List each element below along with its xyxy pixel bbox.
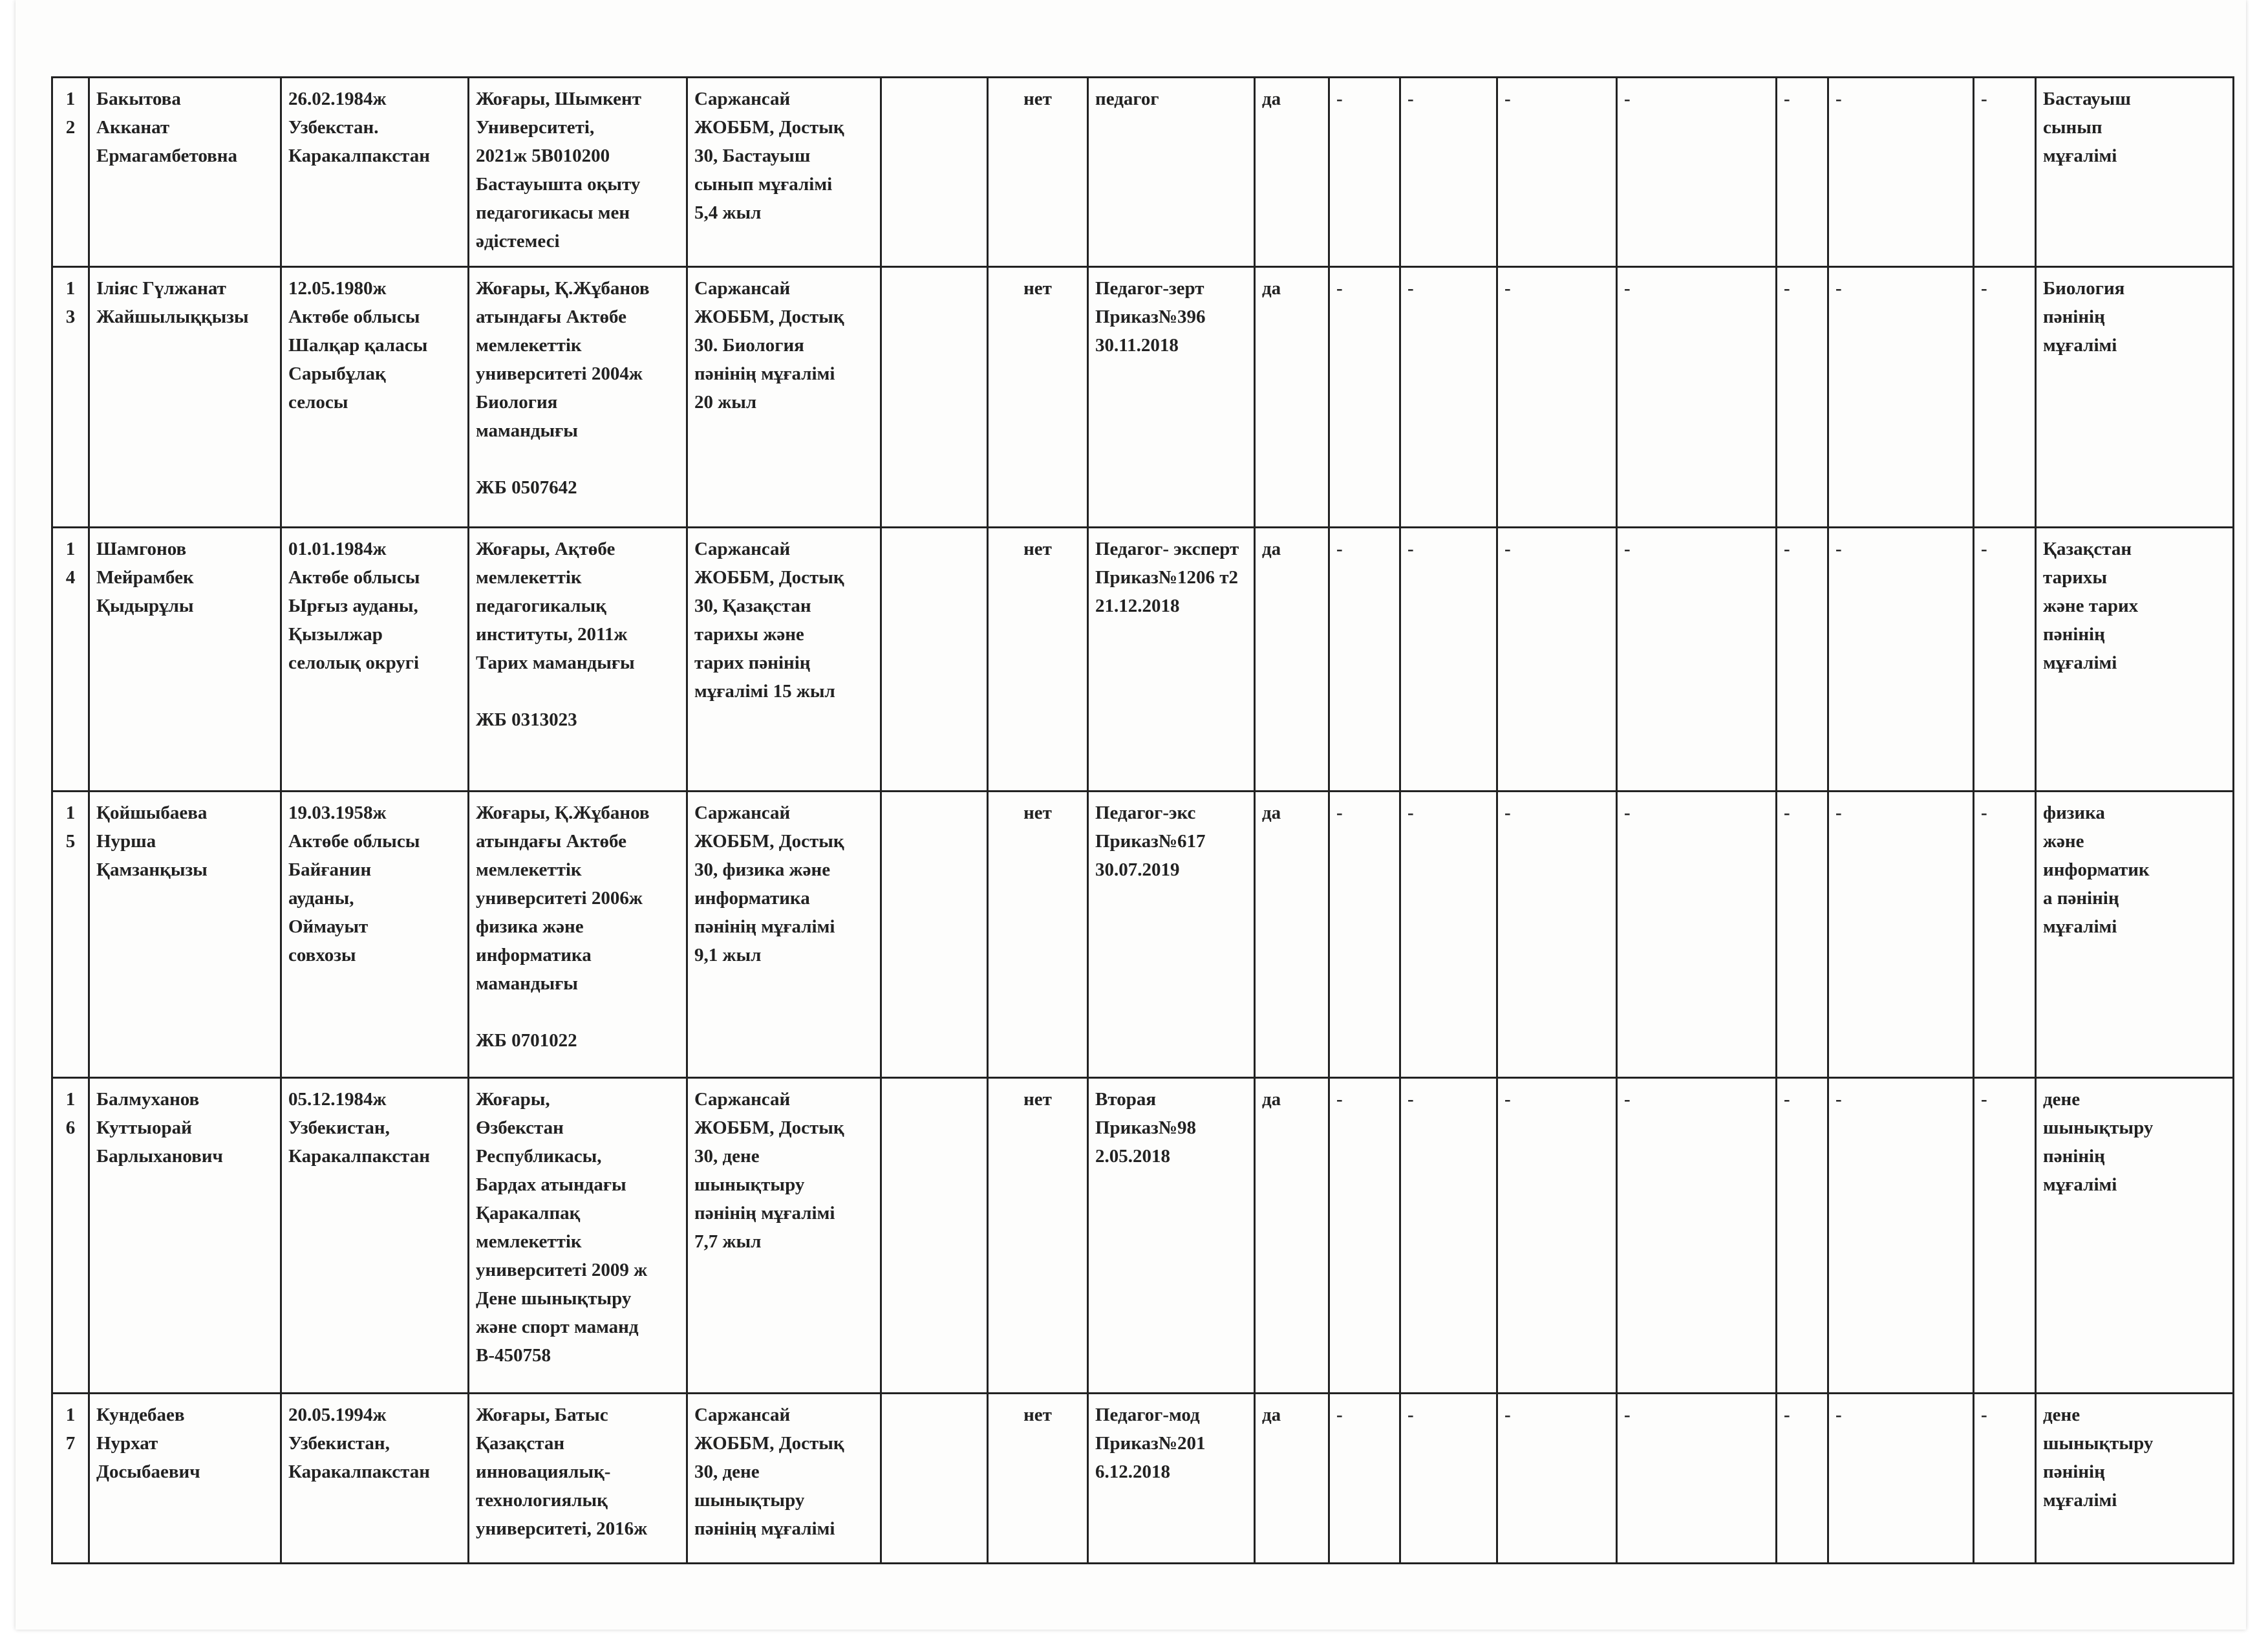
dash-mark: - [1407, 1089, 1414, 1110]
dash-cell [1777, 1394, 1828, 1564]
table-row [52, 1394, 2234, 1564]
table-row [52, 1078, 2234, 1394]
dash-cell [1617, 528, 1777, 792]
dash-mark: - [1784, 278, 1790, 299]
military-status-cell: нет [988, 528, 1088, 792]
row-number-digit: 1 [65, 1405, 76, 1425]
dash-cell [1828, 792, 1974, 1078]
dash-cell [1777, 78, 1828, 267]
dash-cell [1828, 528, 1974, 792]
birth-info-cell: 26.02.1984ж Узбекстан. Каракалпакстан [281, 78, 469, 267]
dash-mark: - [1504, 89, 1511, 109]
dash-mark: - [1784, 89, 1790, 109]
dash-mark: - [1835, 803, 1842, 823]
dash-mark: - [1835, 539, 1842, 559]
dash-mark: Педагог- эксперт Приказ№1206 т2 21.12.2018 [1095, 539, 1239, 616]
position-cell: Биология пәнінің мұғалімі [2036, 267, 2234, 528]
position-cell: Қазақстан тарихы және тарих пәнінің мұғалімі [2036, 528, 2234, 792]
workplace-cell: Саржансай ЖОББМ, Достық 30, Қазақстан тарихы және тарих пәнінің мұғалімі 15 жыл [687, 528, 881, 792]
dash-cell [1497, 78, 1617, 267]
dash-cell [1497, 1394, 1617, 1564]
dash-cell [1777, 1078, 1828, 1394]
dash-cell [1974, 528, 2036, 792]
teacher-name-cell: Қойшыбаева Нурша Қамзанқызы [89, 792, 281, 1078]
dash-mark: - [1624, 539, 1631, 559]
military-status-cell: нет [988, 1394, 1088, 1564]
row-number-digit: 3 [65, 307, 76, 327]
dash-mark: - [1624, 1089, 1631, 1110]
dash-mark: - [1504, 278, 1511, 299]
dash-cell [1617, 1078, 1777, 1394]
education-cell: Жоғары, Батыс Қазақстан инновациялық- технологиялық университеті, 2016ж [469, 1394, 687, 1564]
dash-mark: - [1981, 278, 1987, 299]
row-number-cell [52, 792, 89, 1078]
qualification-category-cell [1088, 528, 1255, 792]
dash-mark: - [1784, 539, 1790, 559]
dash-mark: Вторая Приказ№98 2.05.2018 [1095, 1089, 1196, 1167]
birth-info-cell: 12.05.1980ж Актөбе облысы Шалқар қаласы Сарыбұлақ селосы [281, 267, 469, 528]
workplace-cell: Саржансай ЖОББМ, Достық 30. Биология пәнінің мұғалімі 20 жыл [687, 267, 881, 528]
dash-cell [1828, 78, 1974, 267]
dash-mark: - [1407, 1405, 1414, 1425]
dash-mark: - [1835, 1405, 1842, 1425]
birth-info-cell: 01.01.1984ж Актөбе облысы Ырғыз ауданы, Қызылжар селолық округі [281, 528, 469, 792]
dash-mark: - [1835, 278, 1842, 299]
party-cell: да [1255, 78, 1329, 267]
workplace-cell: Саржансай ЖОББМ, Достық 30, дене шынықтыру пәнінің мұғалімі 7,7 жыл [687, 1078, 881, 1394]
dash-mark: - [1336, 1405, 1343, 1425]
dash-cell [1974, 1394, 2036, 1564]
education-cell: Жоғары, Қ.Жұбанов атындағы Актөбе мемлекеттік университеті 2004ж Биология мамандығы ЖБ 0507642 [469, 267, 687, 528]
military-status-cell: нет [988, 792, 1088, 1078]
teacher-name-cell: Балмуханов Куттыорай Барлыханович [89, 1078, 281, 1394]
dash-cell [1329, 528, 1400, 792]
party-cell: да [1255, 1394, 1329, 1564]
dash-mark: - [1336, 1089, 1343, 1110]
birth-info-cell: 19.03.1958ж Актөбе облысы Байғанин ауданы, Оймауыт совхозы [281, 792, 469, 1078]
empty-cell [881, 1394, 988, 1564]
dash-cell [1617, 267, 1777, 528]
dash-mark: - [1624, 1405, 1631, 1425]
dash-mark: педагог [1095, 89, 1159, 109]
teacher-name-cell: Іліяс Гүлжанат Жайшылыққызы [89, 267, 281, 528]
teacher-name-cell: Кундебаев Нурхат Досыбаевич [89, 1394, 281, 1564]
dash-cell [1400, 267, 1497, 528]
row-number-cell [52, 267, 89, 528]
row-number-cell [52, 78, 89, 267]
military-status-cell: нет [988, 1078, 1088, 1394]
empty-cell [881, 267, 988, 528]
education-cell: Жоғары, Шымкент Университеті, 2021ж 5В010200 Бастауышта оқыту педагогикасы мен әдістемесі [469, 78, 687, 267]
empty-cell [881, 528, 988, 792]
qualification-category-cell [1088, 1078, 1255, 1394]
education-cell: Жоғары, Қ.Жұбанов атындағы Актөбе мемлекеттік университеті 2006ж физика және информатика мамандығы ЖБ 0701022 [469, 792, 687, 1078]
qualification-category-cell [1088, 792, 1255, 1078]
dash-cell [1329, 1394, 1400, 1564]
dash-mark: - [1784, 803, 1790, 823]
row-number-digit: 1 [65, 89, 76, 109]
dash-mark: - [1407, 278, 1414, 299]
dash-cell [1617, 1394, 1777, 1564]
row-number-digit: 2 [65, 117, 76, 138]
military-status-cell: нет [988, 267, 1088, 528]
position-cell: Бастауыш сынып мұғалімі [2036, 78, 2234, 267]
position-cell: дене шынықтыру пәнінің мұғалімі [2036, 1078, 2234, 1394]
empty-cell [881, 78, 988, 267]
staff-table-wrapper [51, 76, 2234, 1564]
dash-cell [1400, 792, 1497, 1078]
party-cell: да [1255, 528, 1329, 792]
row-number-digit: 1 [65, 1089, 76, 1110]
dash-cell [1828, 267, 1974, 528]
education-cell: Жоғары, Өзбекстан Республикасы, Бардах атындағы Қаракалпақ мемлекеттік университеті 2009 ж Дене шынықтыру және спорт маманд В-450758 [469, 1078, 687, 1394]
dash-cell [1777, 792, 1828, 1078]
dash-mark: - [1784, 1405, 1790, 1425]
dash-mark: - [1981, 539, 1987, 559]
dash-cell [1777, 528, 1828, 792]
dash-cell [1828, 1078, 1974, 1394]
table-row [52, 78, 2234, 267]
staff-table [51, 76, 2234, 1564]
dash-mark: - [1407, 803, 1414, 823]
qualification-category-cell [1088, 267, 1255, 528]
dash-mark: - [1981, 89, 1987, 109]
military-status-cell: нет [988, 78, 1088, 267]
dash-mark: - [1981, 803, 1987, 823]
table-row [52, 528, 2234, 792]
qualification-category-cell [1088, 1394, 1255, 1564]
teacher-name-cell: Бакытова Акканат Ермагамбетовна [89, 78, 281, 267]
dash-mark: - [1504, 539, 1511, 559]
dash-cell [1617, 792, 1777, 1078]
dash-cell [1400, 528, 1497, 792]
row-number-cell [52, 1394, 89, 1564]
dash-cell [1329, 78, 1400, 267]
dash-mark: Педагог-зерт Приказ№396 30.11.2018 [1095, 278, 1206, 356]
dash-mark: - [1624, 278, 1631, 299]
row-number-digit: 1 [65, 539, 76, 559]
row-number-digit: 7 [65, 1433, 76, 1454]
dash-cell [1400, 1394, 1497, 1564]
dash-mark: - [1407, 539, 1414, 559]
party-cell: да [1255, 1078, 1329, 1394]
empty-cell [881, 1078, 988, 1394]
empty-cell [881, 792, 988, 1078]
dash-cell [1828, 1394, 1974, 1564]
dash-mark: - [1624, 89, 1631, 109]
dash-cell [1329, 267, 1400, 528]
dash-mark: Педагог-мод Приказ№201 6.12.2018 [1095, 1405, 1206, 1482]
dash-mark: - [1407, 89, 1414, 109]
row-number-digit: 1 [65, 278, 76, 299]
dash-cell [1400, 1078, 1497, 1394]
dash-mark: - [1336, 803, 1343, 823]
workplace-cell: Саржансай ЖОББМ, Достық 30, Бастауыш сынып мұғалімі 5,4 жыл [687, 78, 881, 267]
scanned-page [16, 0, 2246, 1630]
workplace-cell: Саржансай ЖОББМ, Достық 30, физика және информатика пәнінің мұғалімі 9,1 жыл [687, 792, 881, 1078]
dash-mark: - [1981, 1405, 1987, 1425]
dash-mark: - [1784, 1089, 1790, 1110]
position-cell: дене шынықтыру пәнінің мұғалімі [2036, 1394, 2234, 1564]
dash-cell [1974, 1078, 2036, 1394]
party-cell: да [1255, 792, 1329, 1078]
teacher-name-cell: Шамгонов Мейрамбек Қыдырұлы [89, 528, 281, 792]
table-row [52, 792, 2234, 1078]
dash-mark: - [1835, 1089, 1842, 1110]
dash-mark: - [1981, 1089, 1987, 1110]
qualification-category-cell [1088, 78, 1255, 267]
row-number-cell [52, 1078, 89, 1394]
dash-cell [1497, 528, 1617, 792]
dash-cell [1974, 267, 2036, 528]
position-cell: физика және информатик а пәнінің мұғалімі [2036, 792, 2234, 1078]
dash-mark: - [1624, 803, 1631, 823]
dash-mark: - [1336, 278, 1343, 299]
dash-mark: Педагог-экс Приказ№617 30.07.2019 [1095, 803, 1206, 880]
table-row [52, 267, 2234, 528]
birth-info-cell: 05.12.1984ж Узбекистан, Каракалпакстан [281, 1078, 469, 1394]
dash-mark: - [1336, 89, 1343, 109]
row-number-digit: 4 [65, 567, 76, 588]
row-number-cell [52, 528, 89, 792]
row-number-digit: 5 [65, 831, 76, 852]
education-cell: Жоғары, Ақтөбе мемлекеттік педагогикалық институты, 2011ж Тарих мамандығы ЖБ 0313023 [469, 528, 687, 792]
dash-cell [1497, 267, 1617, 528]
birth-info-cell: 20.05.1994ж Узбекистан, Каракалпакстан [281, 1394, 469, 1564]
dash-mark: - [1504, 1089, 1511, 1110]
dash-cell [1777, 267, 1828, 528]
party-cell: да [1255, 267, 1329, 528]
dash-cell [1329, 792, 1400, 1078]
row-number-digit: 1 [65, 803, 76, 823]
dash-cell [1617, 78, 1777, 267]
dash-cell [1497, 1078, 1617, 1394]
dash-mark: - [1835, 89, 1842, 109]
dash-cell [1974, 792, 2036, 1078]
dash-mark: - [1504, 1405, 1511, 1425]
dash-cell [1400, 78, 1497, 267]
workplace-cell: Саржансай ЖОББМ, Достық 30, дене шынықтыру пәнінің мұғалімі [687, 1394, 881, 1564]
dash-mark: - [1504, 803, 1511, 823]
row-number-digit: 6 [65, 1117, 76, 1138]
dash-mark: - [1336, 539, 1343, 559]
dash-cell [1497, 792, 1617, 1078]
dash-cell [1329, 1078, 1400, 1394]
dash-cell [1974, 78, 2036, 267]
